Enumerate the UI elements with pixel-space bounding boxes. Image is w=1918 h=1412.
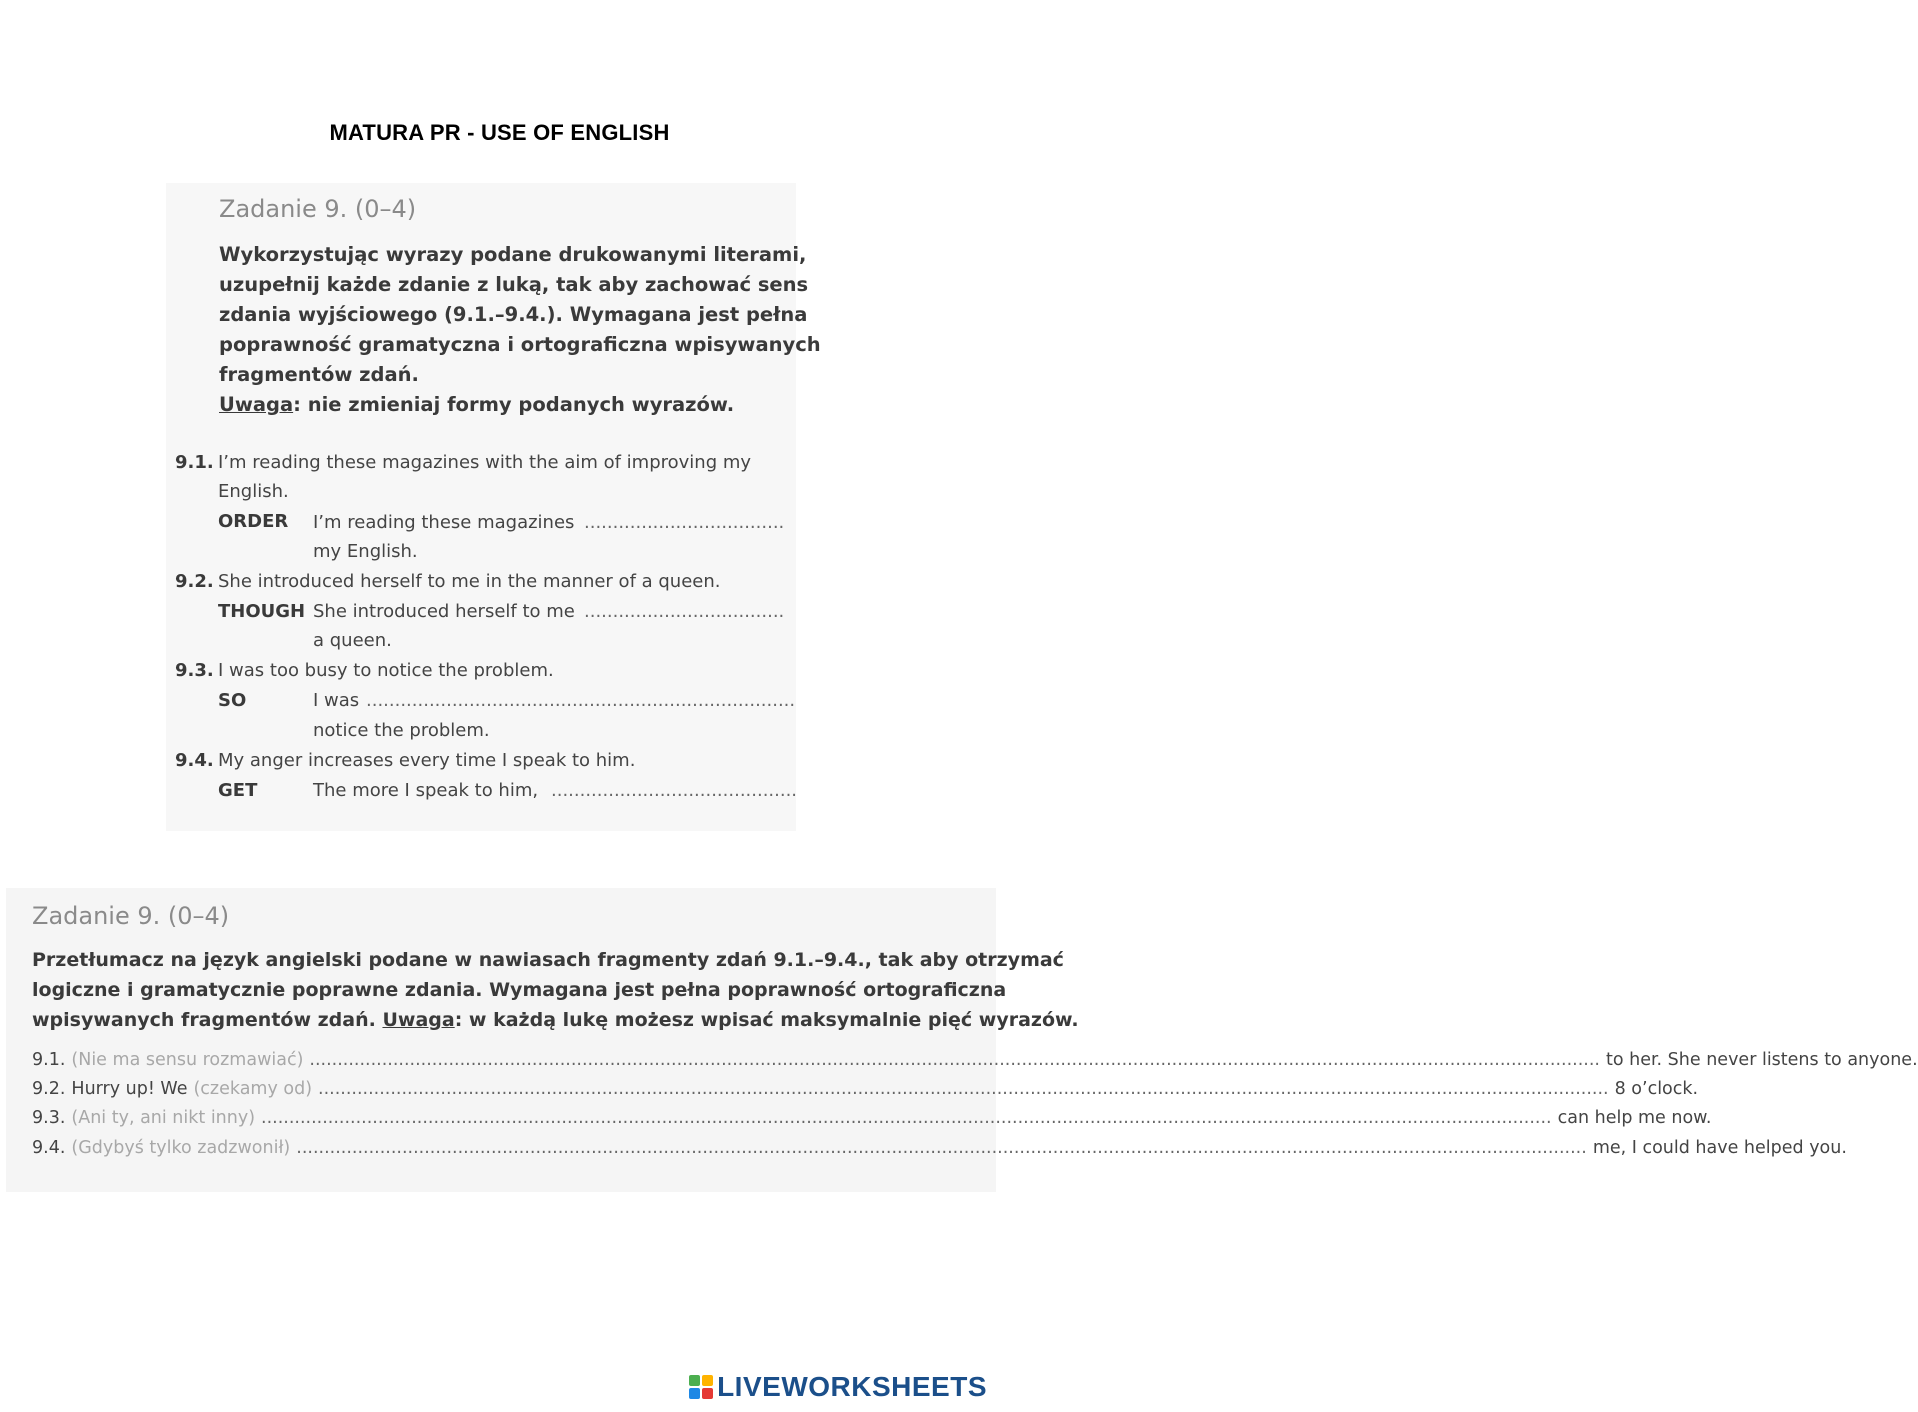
note-text: : nie zmieniaj formy podanych wyrazów.	[293, 393, 735, 416]
item-prefix: Hurry up! We	[71, 1079, 188, 1099]
note-label: Uwaga	[219, 393, 294, 416]
task1-instruction-line: Wykorzystując wyrazy podane drukowanymi literami,	[219, 243, 807, 266]
task1-title: Zadanie 9. (0–4)	[219, 195, 417, 223]
item-hint: (Ani ty, ani nikt inny)	[71, 1108, 256, 1128]
item-hint: (Gdybyś tylko zadzwonił)	[71, 1138, 291, 1158]
item-answer-prefix: I’m reading these magazines	[313, 512, 575, 533]
answer-gap[interactable]	[296, 1138, 1587, 1158]
item-sentence: My anger increases every time I speak to him.	[218, 750, 636, 771]
task1-instruction	[219, 240, 821, 420]
item-number: 9.1.	[175, 452, 214, 473]
note-label: Uwaga	[382, 1009, 455, 1031]
answer-gap[interactable]: ...................................	[584, 601, 785, 622]
answer-gap[interactable]	[309, 1050, 1600, 1070]
item-answer-prefix: The more I speak to him,	[313, 780, 539, 801]
item-keyword: GET	[218, 780, 258, 801]
answer-gap[interactable]	[261, 1108, 1552, 1128]
item-keyword: THOUGH	[218, 601, 306, 622]
logo-mark-icon	[689, 1375, 713, 1399]
logo-square	[702, 1375, 713, 1386]
logo-square	[702, 1388, 713, 1399]
task1-instruction-line: zdania wyjściowego (9.1.–9.4.). Wymagana jest pełna	[219, 303, 808, 326]
page-title: MATURA PR - USE OF ENGLISH	[329, 120, 670, 145]
item-number: 9.3.	[175, 660, 214, 681]
task1-instruction-line: fragmentów zdań.	[219, 363, 419, 386]
logo-square	[689, 1375, 700, 1386]
task2-item	[32, 1050, 1918, 1076]
task2-instruction-line	[32, 1005, 1079, 1035]
answer-gap[interactable]: ...........................................	[551, 780, 798, 801]
task1-note	[219, 390, 779, 420]
item-suffix: can help me now.	[1557, 1108, 1712, 1128]
item-answer-cont: my English.	[313, 541, 418, 562]
item-number: 9.3.	[32, 1108, 66, 1128]
item-sentence: She introduced herself to me in the manner of a queen.	[218, 571, 721, 592]
item-number: 9.2.	[32, 1079, 66, 1099]
item-hint: (czekamy od)	[193, 1079, 313, 1099]
item-answer-prefix: She introduced herself to me	[313, 601, 575, 622]
item-sentence-cont: English.	[218, 481, 289, 502]
task2-instruction-text: : w każdą lukę możesz wpisać maksymalnie pięć wyrazów.	[454, 1009, 1079, 1031]
item-keyword: SO	[218, 690, 247, 711]
task2-item	[32, 1079, 1699, 1105]
task2-item	[32, 1138, 1847, 1164]
item-suffix: 8 o’clock.	[1614, 1079, 1699, 1099]
task1-instruction-line: poprawność gramatyczna i ortograficzna wpisywanych	[219, 333, 821, 356]
item-keyword: ORDER	[218, 511, 289, 532]
answer-gap[interactable]	[318, 1079, 1609, 1099]
task2-title: Zadanie 9. (0–4)	[32, 902, 230, 930]
item-hint: (Nie ma sensu rozmawiać)	[71, 1050, 304, 1070]
item-suffix: to her. She never listens to anyone.	[1605, 1050, 1918, 1070]
item-answer-cont: a queen.	[313, 630, 392, 651]
task2-instruction-text: wpisywanych fragmentów zdań.	[32, 1009, 383, 1031]
task2-instruction-line: logiczne i gramatycznie poprawne zdania. Wymagana jest pełna poprawność ortograficzna	[32, 979, 1007, 1001]
logo-square	[689, 1388, 700, 1399]
item-sentence: I was too busy to notice the problem.	[218, 660, 554, 681]
logo-text: LIVEWORKSHEETS	[717, 1371, 987, 1402]
task2-instruction	[32, 945, 1079, 1035]
answer-gap[interactable]: ...........................................................................	[366, 690, 796, 711]
item-number: 9.2.	[175, 571, 214, 592]
item-number: 9.4.	[32, 1138, 66, 1158]
task1-instruction-line: uzupełnij każde zdanie z luką, tak aby zachować sens	[219, 273, 809, 296]
item-number: 9.4.	[175, 750, 214, 771]
item-answer-prefix: I was	[313, 690, 360, 711]
answer-gap[interactable]: ...................................	[584, 512, 785, 533]
item-answer-cont: notice the problem.	[313, 720, 490, 741]
item-number: 9.1.	[32, 1050, 66, 1070]
liveworksheets-logo[interactable]	[689, 1372, 987, 1402]
task2-item	[32, 1108, 1712, 1134]
item-suffix: me, I could have helped you.	[1592, 1138, 1847, 1158]
task2-instruction-line: Przetłumacz na język angielski podane w nawiasach fragmenty zdań 9.1.–9.4., tak aby otrzymać	[32, 949, 1064, 971]
item-sentence: I’m reading these magazines with the aim of improving my	[218, 452, 752, 473]
